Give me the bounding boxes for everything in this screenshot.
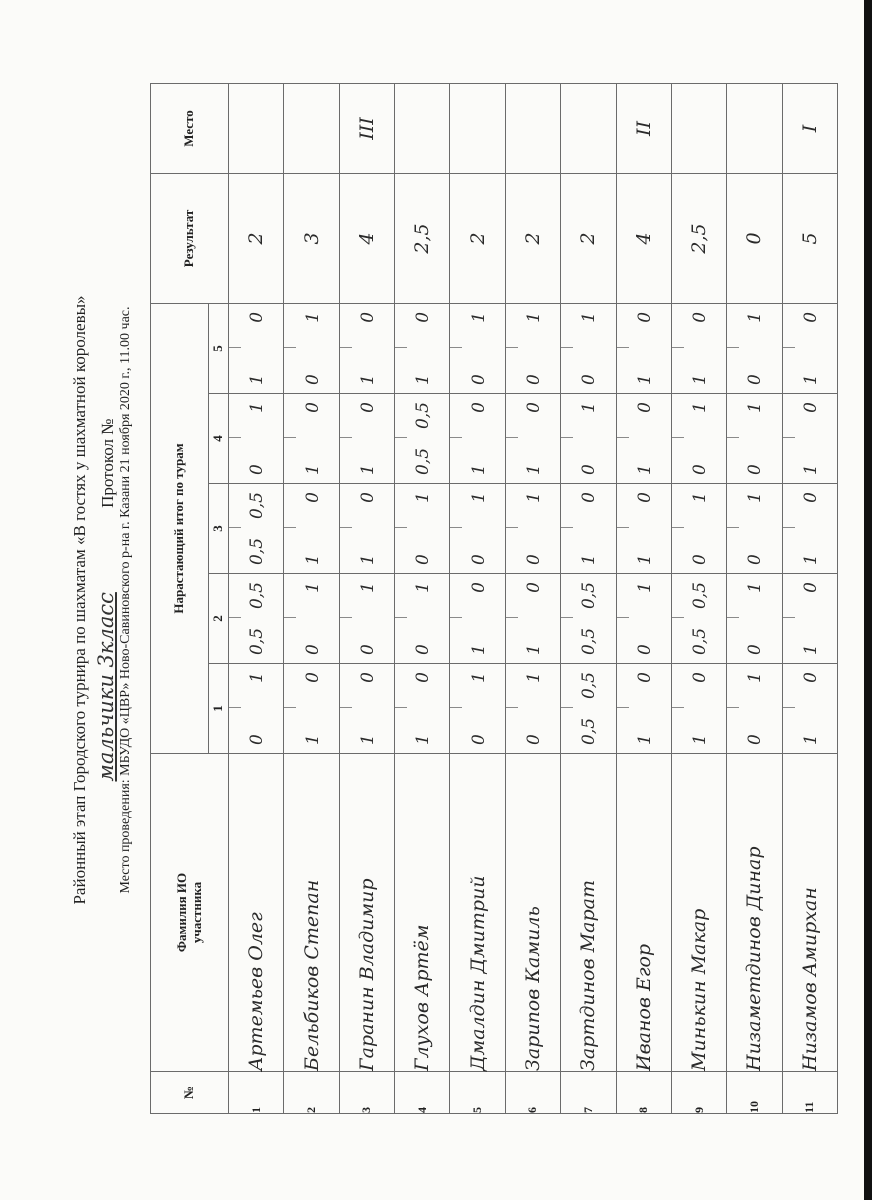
round-score: 0 — [745, 734, 766, 745]
round-score: 0 — [468, 734, 489, 745]
round-score: 1 — [302, 554, 323, 565]
cell-divider — [783, 708, 795, 709]
round-2-cell — [284, 574, 339, 664]
category-handwritten: мальчики 3класс — [94, 592, 118, 782]
round-1-cell — [671, 664, 726, 754]
cell-divider — [672, 528, 684, 529]
place-cell — [395, 83, 450, 173]
participant-name: Глухов Артём — [395, 754, 450, 1072]
round-total: 0 — [468, 582, 489, 593]
round-total: 0,5 — [247, 492, 268, 520]
round-score: 1 — [800, 554, 821, 565]
round-2-cell — [727, 574, 782, 664]
round-total: 0,5 — [579, 582, 600, 610]
result-cell: 5 — [782, 173, 837, 303]
table-row — [782, 83, 837, 1113]
round-2-cell — [450, 574, 505, 664]
participant-name: Артемьев Олег — [229, 754, 284, 1072]
table-row — [339, 83, 394, 1113]
round-total: 1 — [745, 492, 766, 503]
cell-divider — [783, 347, 795, 348]
round-score: 0 — [302, 644, 323, 655]
table-row — [284, 83, 339, 1113]
cell-divider — [450, 708, 462, 709]
round-3-cell — [450, 484, 505, 574]
participant-name: Низаметдинов Динар — [727, 754, 782, 1072]
round-score: 0 — [468, 554, 489, 565]
place-cell: I — [782, 83, 837, 173]
cell-divider — [561, 708, 573, 709]
round-1-cell — [450, 664, 505, 754]
place-cell — [229, 83, 284, 173]
cell-divider — [395, 618, 407, 619]
cell-divider — [783, 438, 795, 439]
round-total: 0 — [357, 492, 378, 503]
round-total: 0 — [523, 402, 544, 413]
round-3-cell — [727, 484, 782, 574]
cell-divider — [284, 347, 296, 348]
round-score: 1 — [579, 554, 600, 565]
table-row — [450, 83, 505, 1113]
cell-divider — [617, 528, 629, 529]
round-1-cell — [505, 664, 560, 754]
round-score: 1 — [800, 644, 821, 655]
cell-divider — [340, 528, 352, 529]
participant-name: Бельбиков Степан — [284, 754, 339, 1072]
cell-divider — [450, 438, 462, 439]
round-5-cell — [284, 303, 339, 393]
round-4-cell — [450, 394, 505, 484]
header-name-line1: Фамилия ИО — [173, 872, 189, 953]
round-total: 0 — [634, 492, 655, 503]
cell-divider — [727, 438, 739, 439]
round-score: 0,5 — [413, 447, 434, 475]
results-table — [150, 83, 838, 1114]
round-total: 1 — [745, 582, 766, 593]
table-row — [505, 83, 560, 1113]
round-4-cell — [782, 394, 837, 484]
round-score: 1 — [634, 554, 655, 565]
round-total: 0 — [579, 492, 600, 503]
round-total: 0 — [634, 311, 655, 323]
cell-divider — [229, 528, 241, 529]
round-1-cell — [229, 664, 284, 754]
round-score: 0 — [247, 734, 268, 745]
cell-divider — [672, 347, 684, 348]
round-3-cell — [616, 484, 671, 574]
round-total: 1 — [579, 311, 600, 323]
round-1-cell — [284, 664, 339, 754]
cell-divider — [506, 708, 518, 709]
round-score: 1 — [523, 464, 544, 475]
row-number: 10 — [727, 1072, 782, 1114]
round-score: 1 — [413, 374, 434, 385]
result-cell: 2,5 — [671, 173, 726, 303]
cell-divider — [617, 347, 629, 348]
round-4-cell — [727, 394, 782, 484]
protocol-label: Протокол № — [98, 418, 117, 508]
round-total: 0,5 — [413, 402, 434, 430]
round-4-cell — [616, 394, 671, 484]
cell-divider — [506, 528, 518, 529]
round-4-cell — [505, 394, 560, 484]
cell-divider — [617, 708, 629, 709]
round-score: 1 — [634, 374, 655, 385]
table-row — [616, 83, 671, 1113]
cell-divider — [395, 347, 407, 348]
round-score: 0,5 — [247, 537, 268, 565]
round-score: 0 — [413, 644, 434, 655]
round-total: 1 — [690, 492, 711, 503]
header-result: Результат — [151, 173, 229, 303]
round-score: 0,5 — [690, 627, 711, 655]
place-cell — [450, 83, 505, 173]
header-round-2: 2 — [209, 574, 229, 664]
round-score: 0 — [579, 464, 600, 475]
header-name — [151, 754, 229, 1072]
round-score: 0 — [745, 464, 766, 475]
row-number: 3 — [339, 1072, 394, 1114]
round-2-cell — [339, 574, 394, 664]
round-2-cell — [505, 574, 560, 664]
round-1-cell — [616, 664, 671, 754]
round-total: 1 — [247, 672, 268, 683]
cell-divider — [672, 618, 684, 619]
round-total: 0 — [413, 311, 434, 323]
round-score: 0 — [745, 554, 766, 565]
round-total: 1 — [413, 582, 434, 593]
round-total: 0 — [413, 672, 434, 683]
round-score: 0 — [523, 734, 544, 745]
round-3-cell — [782, 484, 837, 574]
round-total: 0 — [247, 311, 268, 323]
round-total: 1 — [579, 402, 600, 413]
round-score: 1 — [468, 464, 489, 475]
cell-divider — [340, 347, 352, 348]
row-number: 11 — [782, 1072, 837, 1114]
row-number: 2 — [284, 1072, 339, 1114]
round-4-cell — [395, 394, 450, 484]
round-score: 1 — [302, 464, 323, 475]
round-score: 0 — [468, 374, 489, 385]
round-score: 0 — [690, 554, 711, 565]
cell-divider — [617, 618, 629, 619]
round-score: 1 — [634, 464, 655, 475]
round-total: 0 — [357, 402, 378, 413]
round-score: 1 — [413, 734, 434, 745]
round-5-cell — [395, 303, 450, 393]
round-total: 1 — [468, 492, 489, 503]
cell-divider — [229, 347, 241, 348]
round-1-cell — [395, 664, 450, 754]
round-total: 0 — [357, 672, 378, 683]
round-total: 1 — [357, 582, 378, 593]
row-number: 9 — [671, 1072, 726, 1114]
round-total: 0 — [800, 672, 821, 683]
round-3-cell — [339, 484, 394, 574]
round-total: 0,5 — [690, 582, 711, 610]
row-number: 8 — [616, 1072, 671, 1114]
round-1-cell — [782, 664, 837, 754]
round-2-cell — [229, 574, 284, 664]
round-2-cell — [782, 574, 837, 664]
place-cell — [561, 83, 616, 173]
round-1-cell — [339, 664, 394, 754]
cell-divider — [561, 438, 573, 439]
round-total: 1 — [690, 402, 711, 413]
round-5-cell — [671, 303, 726, 393]
round-total: 1 — [745, 672, 766, 683]
cell-divider — [506, 618, 518, 619]
round-total: 1 — [302, 311, 323, 323]
row-number: 1 — [229, 1072, 284, 1114]
round-4-cell — [284, 394, 339, 484]
header-round-3: 3 — [209, 484, 229, 574]
cell-divider — [395, 438, 407, 439]
round-5-cell — [727, 303, 782, 393]
header-place: Место — [151, 83, 229, 173]
result-cell: 0 — [727, 173, 782, 303]
round-4-cell — [671, 394, 726, 484]
round-score: 0 — [247, 464, 268, 475]
round-total: 0 — [468, 402, 489, 413]
participant-name: Низамов Амирхан — [782, 754, 837, 1072]
round-3-cell — [561, 484, 616, 574]
round-score: 0 — [579, 374, 600, 385]
cell-divider — [395, 708, 407, 709]
round-total: 1 — [468, 311, 489, 323]
round-5-cell — [505, 303, 560, 393]
place-cell: II — [616, 83, 671, 173]
result-cell: 3 — [284, 173, 339, 303]
round-3-cell — [505, 484, 560, 574]
round-total: 1 — [523, 311, 544, 323]
round-total: 1 — [745, 311, 766, 323]
round-1-cell — [727, 664, 782, 754]
round-total: 1 — [634, 582, 655, 593]
header-round-4: 4 — [209, 394, 229, 484]
round-score: 1 — [800, 734, 821, 745]
cell-divider — [340, 708, 352, 709]
round-total: 0,5 — [579, 672, 600, 700]
round-total: 0 — [302, 492, 323, 503]
round-3-cell — [229, 484, 284, 574]
cell-divider — [727, 618, 739, 619]
round-2-cell — [395, 574, 450, 664]
round-5-cell — [782, 303, 837, 393]
participant-name: Минькин Макар — [671, 754, 726, 1072]
table-row — [671, 83, 726, 1113]
cell-divider — [672, 438, 684, 439]
round-3-cell — [284, 484, 339, 574]
cell-divider — [340, 438, 352, 439]
round-5-cell — [450, 303, 505, 393]
round-total: 1 — [302, 582, 323, 593]
round-score: 1 — [690, 734, 711, 745]
row-number: 6 — [505, 1072, 560, 1114]
cell-divider — [340, 618, 352, 619]
round-2-cell — [616, 574, 671, 664]
cell-divider — [617, 438, 629, 439]
round-score: 1 — [357, 554, 378, 565]
cell-divider — [506, 347, 518, 348]
round-score: 1 — [800, 464, 821, 475]
cell-divider — [561, 528, 573, 529]
participant-name: Зарипов Камиль — [505, 754, 560, 1072]
result-cell: 2 — [505, 173, 560, 303]
round-2-cell — [561, 574, 616, 664]
cell-divider — [450, 618, 462, 619]
round-score: 0,5 — [579, 627, 600, 655]
round-5-cell — [616, 303, 671, 393]
cell-divider — [672, 708, 684, 709]
round-total: 0 — [634, 672, 655, 683]
round-total: 0 — [690, 311, 711, 323]
result-cell: 2 — [229, 173, 284, 303]
tournament-title: Районный этап Городского турнира по шахматам «В гостях у шахматной королевы» — [70, 295, 89, 905]
cell-divider — [561, 347, 573, 348]
round-score: 1 — [302, 734, 323, 745]
cell-divider — [284, 528, 296, 529]
result-cell: 2 — [561, 173, 616, 303]
header-round-5: 5 — [209, 303, 229, 393]
table-row — [727, 83, 782, 1113]
header-num: № — [151, 1072, 229, 1114]
table-row — [395, 83, 450, 1113]
protocol-line — [94, 0, 118, 1200]
place-cell — [505, 83, 560, 173]
cell-divider — [727, 347, 739, 348]
result-cell: 2,5 — [395, 173, 450, 303]
round-score: 0,5 — [579, 717, 600, 745]
round-score: 1 — [523, 644, 544, 655]
participant-name: Иванов Егор — [616, 754, 671, 1072]
round-4-cell — [339, 394, 394, 484]
round-score: 0,5 — [247, 627, 268, 655]
header-rounds-group: Нарастающий итог по турам — [151, 303, 209, 753]
round-total: 1 — [523, 492, 544, 503]
result-cell: 4 — [616, 173, 671, 303]
cell-divider — [284, 438, 296, 439]
round-score: 0 — [690, 464, 711, 475]
cell-divider — [561, 618, 573, 619]
round-score: 1 — [247, 374, 268, 385]
round-3-cell — [671, 484, 726, 574]
participant-name: Дмалдин Дмитрий — [450, 754, 505, 1072]
round-total: 0 — [302, 402, 323, 413]
round-score: 0 — [745, 644, 766, 655]
round-score: 1 — [690, 374, 711, 385]
round-total: 0 — [690, 672, 711, 683]
round-score: 1 — [468, 644, 489, 655]
round-5-cell — [561, 303, 616, 393]
round-5-cell — [339, 303, 394, 393]
round-total: 1 — [468, 672, 489, 683]
round-score: 1 — [357, 464, 378, 475]
place-cell — [284, 83, 339, 173]
row-number: 4 — [395, 1072, 450, 1114]
header-round-1: 1 — [209, 664, 229, 754]
cell-divider — [727, 708, 739, 709]
round-total: 0 — [800, 492, 821, 503]
round-score: 1 — [634, 734, 655, 745]
round-score: 1 — [357, 734, 378, 745]
row-number: 7 — [561, 1072, 616, 1114]
round-4-cell — [229, 394, 284, 484]
round-5-cell — [229, 303, 284, 393]
round-4-cell — [561, 394, 616, 484]
round-total: 0 — [800, 402, 821, 413]
round-total: 0 — [302, 672, 323, 683]
venue-line: Место проведения: МБУДО «ЦВР» Ново-Савиновского р-на г. Казани 21 ноября 2020 г., 11.00 час. — [118, 306, 133, 894]
place-cell: III — [339, 83, 394, 173]
round-total: 0 — [800, 582, 821, 593]
round-score: 0 — [357, 644, 378, 655]
round-score: 0 — [523, 554, 544, 565]
round-total: 1 — [745, 402, 766, 413]
participant-name: Зартдинов Марат — [561, 754, 616, 1072]
round-total: 0 — [800, 311, 821, 323]
round-score: 0 — [523, 374, 544, 385]
round-total: 0,5 — [247, 582, 268, 610]
cell-divider — [229, 438, 241, 439]
header-name-line2: участника — [188, 881, 204, 944]
result-cell: 2 — [450, 173, 505, 303]
cell-divider — [284, 708, 296, 709]
cell-divider — [395, 528, 407, 529]
cell-divider — [783, 528, 795, 529]
cell-divider — [229, 708, 241, 709]
round-total: 1 — [523, 672, 544, 683]
round-3-cell — [395, 484, 450, 574]
round-score: 1 — [800, 374, 821, 385]
row-number: 5 — [450, 1072, 505, 1114]
round-total: 1 — [413, 492, 434, 503]
round-total: 0 — [634, 402, 655, 413]
round-2-cell — [671, 574, 726, 664]
round-total: 0 — [357, 311, 378, 323]
result-cell: 4 — [339, 173, 394, 303]
cell-divider — [450, 347, 462, 348]
round-total: 1 — [247, 402, 268, 413]
round-score: 0 — [745, 374, 766, 385]
cell-divider — [450, 528, 462, 529]
table-row — [229, 83, 284, 1113]
table-row — [561, 83, 616, 1113]
cell-divider — [284, 618, 296, 619]
cell-divider — [506, 438, 518, 439]
place-cell — [671, 83, 726, 173]
round-1-cell — [561, 664, 616, 754]
round-score: 0 — [302, 374, 323, 385]
round-score: 1 — [357, 374, 378, 385]
round-score: 0 — [413, 554, 434, 565]
round-score: 0 — [634, 644, 655, 655]
cell-divider — [229, 618, 241, 619]
participant-name: Гаранин Владимир — [339, 754, 394, 1072]
cell-divider — [727, 528, 739, 529]
place-cell — [727, 83, 782, 173]
cell-divider — [783, 618, 795, 619]
round-total: 0 — [523, 582, 544, 593]
